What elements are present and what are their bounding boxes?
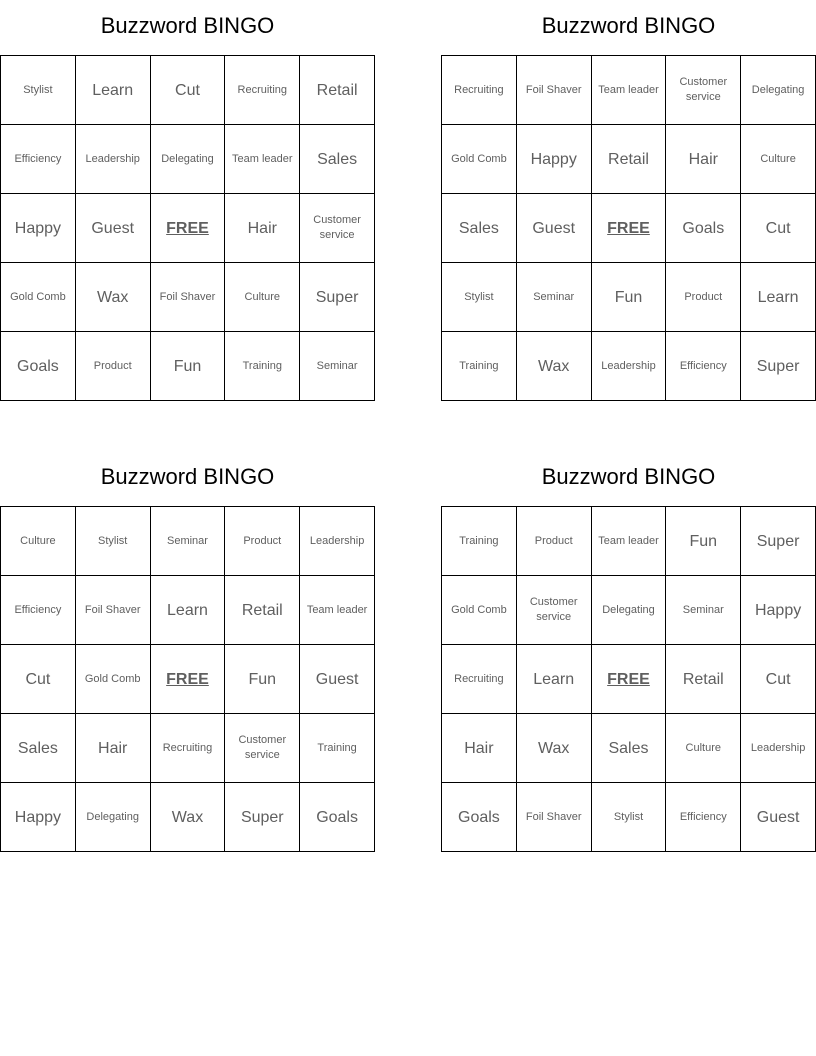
grid-row	[442, 507, 816, 576]
bingo-cell: Product	[666, 263, 741, 332]
card-title: Buzzword BINGO	[100, 13, 275, 38]
bingo-cell: Customer service	[225, 714, 300, 783]
bingo-cell: Stylist	[1, 56, 76, 125]
bingo-cell: Happy	[1, 783, 76, 852]
bingo-cell: Goals	[1, 332, 76, 401]
bingo-cell: Fun	[150, 332, 225, 401]
bingo-cell: Fun	[666, 507, 741, 576]
bingo-cell: Team leader	[225, 125, 300, 194]
bingo-cell: Delegating	[591, 576, 666, 645]
grid-row	[1, 125, 375, 194]
bingo-cell: Team leader	[300, 576, 375, 645]
bingo-cell: Efficiency	[666, 332, 741, 401]
bingo-cell: Product	[516, 507, 591, 576]
bingo-cell: Wax	[516, 714, 591, 783]
bingo-cell: Foil Shaver	[516, 783, 591, 852]
bingo-cell: Retail	[225, 576, 300, 645]
grid-row	[1, 714, 375, 783]
bingo-cell: Stylist	[591, 783, 666, 852]
bingo-cell: Leadership	[75, 125, 150, 194]
bingo-cell: Hair	[75, 714, 150, 783]
bingo-cell: Delegating	[150, 125, 225, 194]
bingo-cell: Retail	[300, 56, 375, 125]
bingo-cell: Learn	[741, 263, 816, 332]
bingo-cell: Culture	[666, 714, 741, 783]
bingo-cell: Sales	[591, 714, 666, 783]
bingo-cell: Hair	[666, 125, 741, 194]
bingo-cell: Recruiting	[442, 56, 517, 125]
bingo-cell: Gold Comb	[75, 645, 150, 714]
bingo-cell: Team leader	[591, 507, 666, 576]
bingo-cell: Foil Shaver	[516, 56, 591, 125]
bingo-cell: Customer service	[516, 576, 591, 645]
grid-row	[442, 645, 816, 714]
bingo-cell: Happy	[516, 125, 591, 194]
bingo-cell: Efficiency	[666, 783, 741, 852]
bingo-cell: Training	[300, 714, 375, 783]
grid-row	[442, 332, 816, 401]
bingo-cell: Cut	[150, 56, 225, 125]
bingo-cell: Recruiting	[442, 645, 517, 714]
bingo-cell: Leadership	[591, 332, 666, 401]
bingo-cell: Culture	[1, 507, 76, 576]
free-space-cell: FREE	[150, 194, 225, 263]
bingo-cell: Learn	[75, 56, 150, 125]
bingo-cell: Sales	[442, 194, 517, 263]
grid-row	[442, 125, 816, 194]
card-title: Buzzword BINGO	[100, 464, 275, 489]
bingo-cell: Happy	[741, 576, 816, 645]
bingo-cell: Seminar	[300, 332, 375, 401]
bingo-cell: Customer service	[666, 56, 741, 125]
bingo-cell: Super	[225, 783, 300, 852]
bingo-cell: Efficiency	[1, 576, 76, 645]
bingo-cell: Culture	[741, 125, 816, 194]
card-title: Buzzword BINGO	[541, 13, 716, 38]
grid-row	[1, 332, 375, 401]
bingo-cell: Hair	[225, 194, 300, 263]
bingo-cell: Delegating	[741, 56, 816, 125]
bingo-grid	[441, 506, 816, 852]
bingo-cell: Foil Shaver	[150, 263, 225, 332]
bingo-cell: Gold Comb	[442, 125, 517, 194]
bingo-cell: Super	[741, 332, 816, 401]
bingo-cell: Training	[442, 507, 517, 576]
bingo-cell: Happy	[1, 194, 76, 263]
bingo-cell: Hair	[442, 714, 517, 783]
bingo-cell: Wax	[75, 263, 150, 332]
bingo-cell: Goals	[666, 194, 741, 263]
bingo-cell: Cut	[741, 194, 816, 263]
bingo-cell: Guest	[300, 645, 375, 714]
grid-row	[442, 194, 816, 263]
bingo-cell: Guest	[741, 783, 816, 852]
bingo-grid	[0, 506, 375, 852]
bingo-cell: Seminar	[516, 263, 591, 332]
bingo-cell: Learn	[516, 645, 591, 714]
bingo-cell: Recruiting	[225, 56, 300, 125]
grid-row	[442, 56, 816, 125]
bingo-cell: Fun	[591, 263, 666, 332]
free-space-cell: FREE	[150, 645, 225, 714]
card-title: Buzzword BINGO	[541, 464, 716, 489]
bingo-cell: Guest	[516, 194, 591, 263]
bingo-cell: Retail	[591, 125, 666, 194]
bingo-cell: Cut	[741, 645, 816, 714]
free-space-cell: FREE	[591, 645, 666, 714]
bingo-grid	[0, 55, 375, 401]
bingo-cell: Stylist	[442, 263, 517, 332]
bingo-grid	[441, 55, 816, 401]
bingo-cell: Cut	[1, 645, 76, 714]
bingo-cell: Learn	[150, 576, 225, 645]
bingo-cell: Wax	[150, 783, 225, 852]
bingo-cell: Foil Shaver	[75, 576, 150, 645]
grid-row	[1, 783, 375, 852]
bingo-cell: Team leader	[591, 56, 666, 125]
bingo-cell: Goals	[442, 783, 517, 852]
bingo-cell: Guest	[75, 194, 150, 263]
bingo-cell: Goals	[300, 783, 375, 852]
grid-row	[442, 714, 816, 783]
grid-row	[1, 56, 375, 125]
bingo-cell: Stylist	[75, 507, 150, 576]
bingo-cell: Leadership	[300, 507, 375, 576]
bingo-cell: Wax	[516, 332, 591, 401]
bingo-cell: Gold Comb	[442, 576, 517, 645]
free-space-cell: FREE	[591, 194, 666, 263]
grid-row	[1, 507, 375, 576]
grid-row	[1, 263, 375, 332]
bingo-cell: Super	[741, 507, 816, 576]
bingo-cell: Efficiency	[1, 125, 76, 194]
bingo-cell: Fun	[225, 645, 300, 714]
grid-row	[1, 194, 375, 263]
bingo-cell: Product	[225, 507, 300, 576]
grid-row	[1, 576, 375, 645]
bingo-cell: Seminar	[150, 507, 225, 576]
grid-row	[442, 263, 816, 332]
bingo-cell: Culture	[225, 263, 300, 332]
grid-row	[442, 576, 816, 645]
bingo-cell: Customer service	[300, 194, 375, 263]
bingo-cell: Sales	[300, 125, 375, 194]
bingo-cell: Sales	[1, 714, 76, 783]
bingo-cell: Training	[442, 332, 517, 401]
bingo-cell: Leadership	[741, 714, 816, 783]
bingo-cell: Super	[300, 263, 375, 332]
bingo-cell: Gold Comb	[1, 263, 76, 332]
bingo-cell: Training	[225, 332, 300, 401]
grid-row	[442, 783, 816, 852]
bingo-cell: Delegating	[75, 783, 150, 852]
bingo-cell: Seminar	[666, 576, 741, 645]
grid-row	[1, 645, 375, 714]
bingo-cell: Product	[75, 332, 150, 401]
bingo-cell: Recruiting	[150, 714, 225, 783]
bingo-cell: Retail	[666, 645, 741, 714]
